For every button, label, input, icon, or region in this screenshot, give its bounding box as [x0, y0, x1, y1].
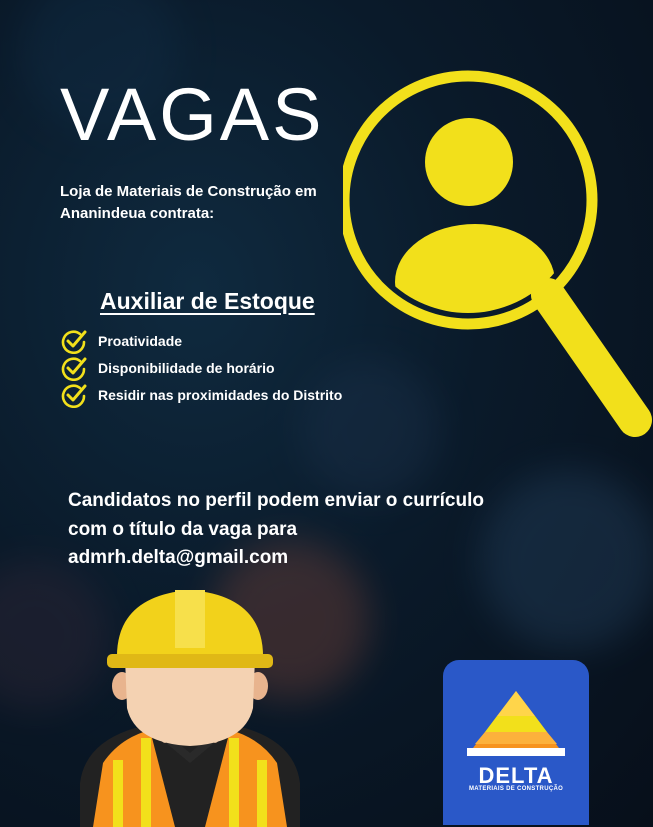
- logo-tagline: MATERIAIS DE CONSTRUÇÃO: [468, 786, 564, 792]
- bokeh-light: [480, 470, 653, 650]
- list-item: [60, 327, 342, 354]
- magnifier-person-icon: [343, 70, 653, 440]
- list-item: [60, 354, 342, 381]
- check-icon: [60, 382, 88, 408]
- requirements-list: [60, 327, 342, 408]
- delta-logo-icon: [465, 686, 567, 761]
- requirement-text: Proatividade: [98, 332, 183, 349]
- worker-illustration: [75, 578, 305, 827]
- check-icon: [60, 355, 88, 381]
- hiring-subtitle: Loja de Materiais de Construção em Ananindeua contrata:: [60, 183, 317, 222]
- delta-logo: [443, 660, 589, 825]
- contact-text: Candidatos no perfil podem enviar o currículo com o título da vaga para admrh.delta@gmail.com: [68, 490, 484, 568]
- list-item: [60, 381, 342, 408]
- logo-name: DELTA: [478, 763, 554, 788]
- check-icon: [60, 328, 88, 354]
- page-title: VAGAS: [60, 73, 325, 156]
- job-title: Auxiliar de Estoque: [100, 288, 315, 314]
- requirement-text: Residir nas proximidades do Distrito: [98, 386, 343, 403]
- requirement-text: Disponibilidade de horário: [98, 359, 275, 376]
